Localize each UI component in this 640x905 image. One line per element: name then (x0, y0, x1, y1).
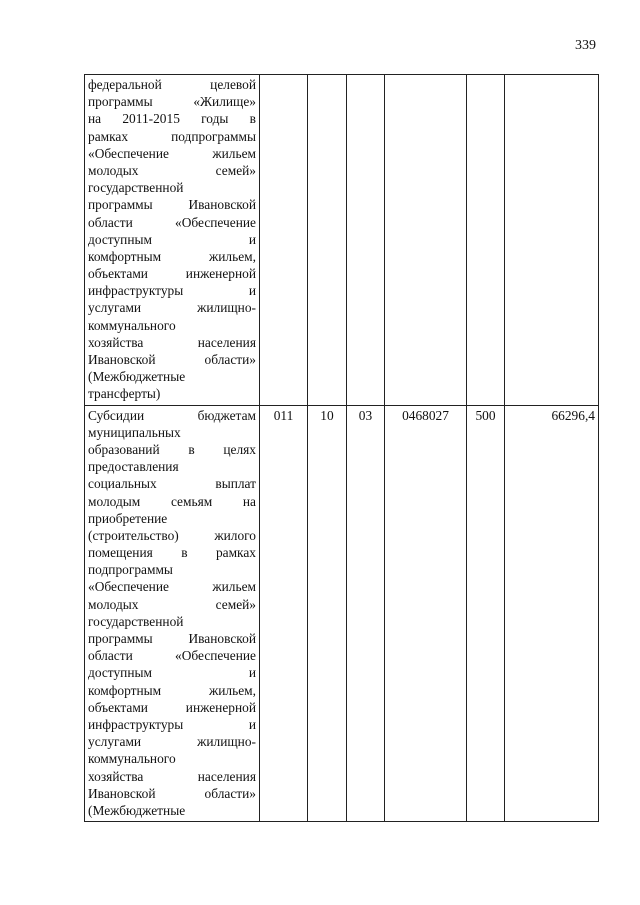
description-line: социальных выплат (88, 476, 256, 492)
budget-table (84, 74, 599, 822)
description-line: подпрограммы (88, 562, 173, 578)
description-line: приобретение (88, 510, 168, 526)
description-line: Субсидии бюджетам (88, 407, 256, 423)
row-description (85, 75, 260, 406)
subsection-code (347, 75, 385, 406)
description-line: коммунального (88, 317, 176, 333)
section-code: 10 (308, 405, 347, 822)
description-line: услугами жилищно- (88, 734, 256, 750)
description-line: программы Ивановской (88, 631, 256, 646)
description-line: (Межбюджетные (88, 802, 186, 818)
description-line: коммунального (88, 751, 176, 767)
description-line: молодых семей» (88, 162, 256, 178)
description-line: Ивановской области» (88, 785, 256, 801)
description-line: хозяйства населения (88, 768, 256, 784)
amount: 66296,4 (505, 405, 599, 822)
description-line: федеральной целевой (88, 77, 256, 92)
description-line: государственной (88, 613, 184, 629)
description-line: (строительство) жилого (88, 527, 256, 543)
description-line: области «Обеспечение (88, 214, 256, 230)
expense-type-code: 500 (467, 405, 505, 822)
description-line: объектами инженерной (88, 266, 256, 282)
amount (505, 75, 599, 406)
target-article-code (385, 75, 467, 406)
description-line: молодых семей» (88, 596, 256, 612)
description-line: инфраструктуры и (88, 283, 256, 299)
page-number: 339 (575, 38, 596, 53)
table-row (85, 405, 599, 822)
description-line: программы Ивановской (88, 197, 256, 213)
description-line: государственной (88, 180, 184, 196)
section-code (308, 75, 347, 406)
description-line: трансферты) (88, 386, 161, 402)
description-line: комфортным жильем, (88, 682, 256, 698)
description-line: инфраструктуры и (88, 716, 256, 732)
description-line: хозяйства населения (88, 334, 256, 350)
row-description (85, 405, 260, 822)
target-article-code: 0468027 (385, 405, 467, 822)
description-line: предоставления (88, 459, 179, 475)
table-row (85, 75, 599, 406)
description-line: «Обеспечение жильем (88, 145, 256, 161)
description-line: доступным и (88, 231, 256, 247)
ministry-code (260, 75, 308, 406)
description-line: (Межбюджетные (88, 369, 186, 385)
description-line: «Обеспечение жильем (88, 579, 256, 595)
description-line: доступным и (88, 665, 256, 681)
description-line: услугами жилищно- (88, 300, 256, 316)
description-line: муниципальных (88, 424, 181, 440)
description-line: объектами инженерной (88, 699, 256, 715)
description-line: молодым семьям на (88, 493, 256, 509)
description-line: программы «Жилище» (88, 94, 256, 110)
expense-type-code (467, 75, 505, 406)
description-line: на 2011-2015 годы в (88, 111, 256, 127)
description-line: комфортным жильем, (88, 248, 256, 264)
description-line: образований в целях (88, 441, 256, 457)
ministry-code: 011 (260, 405, 308, 822)
description-line: Ивановской области» (88, 352, 256, 367)
description-line: области «Обеспечение (88, 648, 256, 664)
description-line: помещения в рамках (88, 545, 256, 561)
description-line: рамках подпрограммы (88, 128, 256, 144)
subsection-code: 03 (347, 405, 385, 822)
